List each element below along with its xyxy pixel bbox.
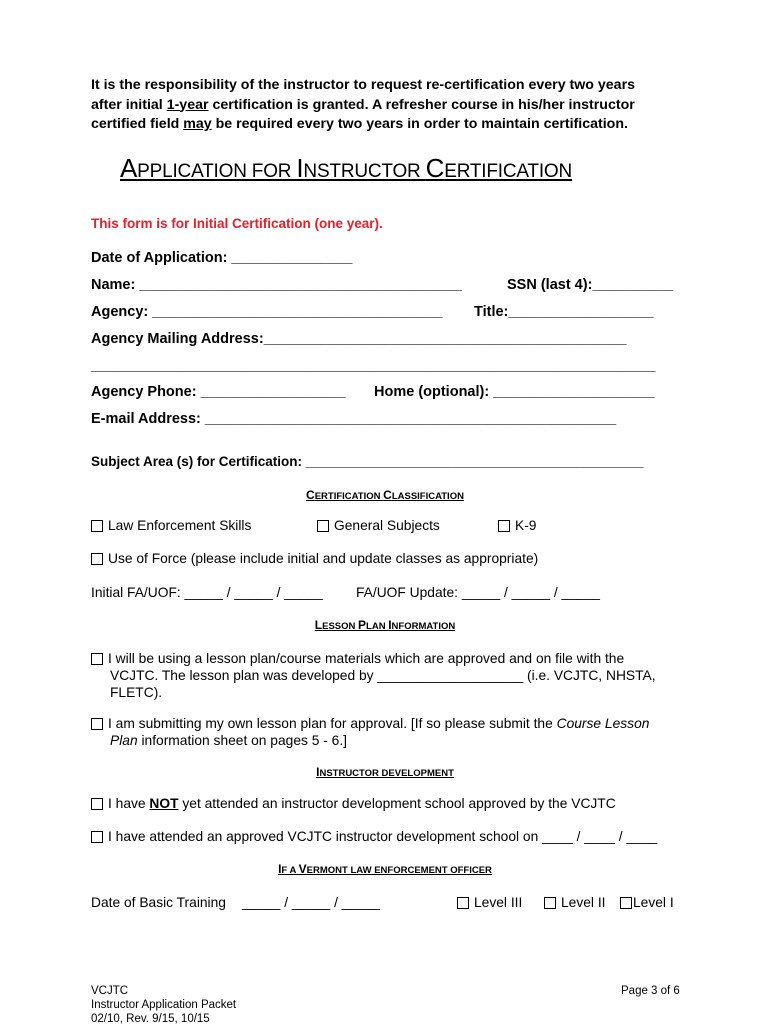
approved-lesson-plan-checkbox[interactable]	[91, 653, 103, 665]
page-title: APPLICATION FOR INSTRUCTOR CERTIFICATION	[120, 153, 573, 183]
level-1-checkbox[interactable]	[620, 897, 632, 909]
initial-cert-note: This form is for Initial Certification (one year).	[91, 216, 383, 231]
use-of-force-checkbox[interactable]	[91, 553, 103, 565]
not-attended-label-c: yet attended an instructor development school approved by the VCJTC	[178, 796, 616, 811]
level-2-checkbox[interactable]	[544, 897, 556, 909]
intro-line-2-c: certification is granted. A refresher course in his/her instructor	[208, 96, 635, 113]
name-field[interactable]: Name: ________________________________________	[91, 277, 462, 293]
own-lesson-plan-line-1: I am submitting my own lesson plan for approval. [If so please submit the	[108, 716, 557, 731]
basic-training-label: Date of Basic Training	[91, 895, 226, 910]
attended-checkbox[interactable]	[91, 831, 103, 843]
general-subjects-checkbox[interactable]	[317, 520, 329, 532]
certification-classification-heading: CERTIFICATION CLASSIFICATION	[306, 488, 464, 502]
level-2-label: Level II	[561, 895, 606, 910]
approved-lesson-plan-line-1: I will be using a lesson plan/course materials which are approved and on file with the	[108, 651, 625, 666]
k9-label: K-9	[515, 518, 537, 533]
fa-uof-update-field[interactable]: FA/UOF Update: _____ / _____ / _____	[356, 585, 600, 600]
law-enforcement-checkbox[interactable]	[91, 520, 103, 532]
title-field[interactable]: Title:__________________	[474, 304, 654, 320]
agency-phone-field[interactable]: Agency Phone: __________________	[91, 384, 346, 400]
not-attended-option[interactable]	[91, 796, 616, 811]
law-enforcement-label: Law Enforcement Skills	[108, 518, 252, 533]
intro-line-2-a: after initial	[91, 96, 167, 113]
ssn-field[interactable]: SSN (last 4):__________	[507, 277, 674, 293]
basic-training-date-field[interactable]: _____ / _____ / _____	[242, 895, 381, 910]
use-of-force-option[interactable]	[91, 551, 538, 566]
plan-text: Plan	[110, 733, 138, 748]
initial-fa-uof-field[interactable]: Initial FA/UOF: _____ / _____ / _____	[91, 585, 323, 600]
intro-line-2	[91, 96, 635, 116]
course-lesson-text: Course Lesson	[556, 716, 650, 731]
footer-org: VCJTC	[91, 985, 129, 997]
level-3-label: Level III	[474, 895, 523, 910]
footer-packet: Instructor Application Packet	[91, 999, 237, 1011]
level-3-option[interactable]	[457, 895, 522, 910]
subject-area-field[interactable]: Subject Area (s) for Certification: _____________________________________________	[91, 454, 644, 469]
intro-one-year: 1-year	[166, 96, 209, 113]
intro-may: may	[183, 116, 212, 132]
own-lesson-plan-checkbox[interactable]	[91, 718, 103, 730]
k9-option[interactable]	[498, 518, 536, 533]
date-of-application-field[interactable]: Date of Application: _______________	[91, 250, 353, 266]
intro-line-3-c: be required every two years in order to maintain certification.	[211, 116, 628, 132]
general-subjects-label: General Subjects	[334, 518, 440, 533]
vermont-officer-heading: IF A VERMONT LAW ENFORCEMENT OFFICER	[278, 862, 492, 876]
intro-line-3-a: certified field	[91, 116, 184, 132]
level-1-label: Level I	[633, 895, 674, 910]
instructor-development-heading: INSTRUCTOR DEVELOPMENT	[316, 765, 454, 779]
k9-checkbox[interactable]	[498, 520, 510, 532]
attended-label[interactable]: I have attended an approved VCJTC instructor development school on ____ / ____ / ____	[108, 829, 658, 844]
level-3-checkbox[interactable]	[457, 897, 469, 909]
intro-line-3	[91, 115, 635, 135]
not-attended-checkbox[interactable]	[91, 798, 103, 810]
use-of-force-label: Use of Force (please include initial and update classes as appropriate)	[108, 551, 539, 566]
not-emphasis: NOT	[149, 796, 179, 811]
approved-lesson-plan-option[interactable]	[91, 650, 656, 701]
level-2-option[interactable]	[544, 895, 605, 910]
footer-info	[91, 984, 236, 1026]
agency-field[interactable]: Agency: ____________________________________	[91, 304, 443, 320]
own-lesson-plan-line-2: information sheet on pages 5 - 6.]	[137, 733, 348, 748]
home-phone-field[interactable]: Home (optional): ____________________	[374, 384, 655, 400]
intro-line-1: It is the responsibility of the instructor to request re-certification every two years	[91, 77, 635, 93]
lesson-plan-information-heading: LESSON PLAN INFORMATION	[314, 618, 456, 632]
general-subjects-option[interactable]	[317, 518, 440, 533]
intro-paragraph	[91, 76, 635, 135]
not-attended-label-a: I have	[108, 796, 150, 811]
law-enforcement-skills-option[interactable]	[91, 518, 251, 533]
approved-lesson-plan-line-3: FLETC).	[110, 685, 163, 700]
level-1-option[interactable]	[620, 895, 674, 910]
agency-mailing-address-line-2[interactable]: ______________________________________________________________________	[91, 358, 656, 374]
attended-option[interactable]	[91, 829, 657, 844]
own-lesson-plan-option[interactable]	[91, 715, 649, 749]
email-field[interactable]: E-mail Address: ___________________________________________________	[91, 411, 617, 427]
approved-lesson-plan-line-2[interactable]: VCJTC. The lesson plan was developed by ___________________ (i.e. VCJTC, NHSTA,	[110, 668, 656, 683]
agency-mailing-address-field[interactable]: Agency Mailing Address:_____________________________________________	[91, 331, 627, 347]
page-number: Page 3 of 6	[621, 985, 680, 997]
footer-revision: 02/10, Rev. 9/15, 10/15	[91, 1013, 210, 1025]
